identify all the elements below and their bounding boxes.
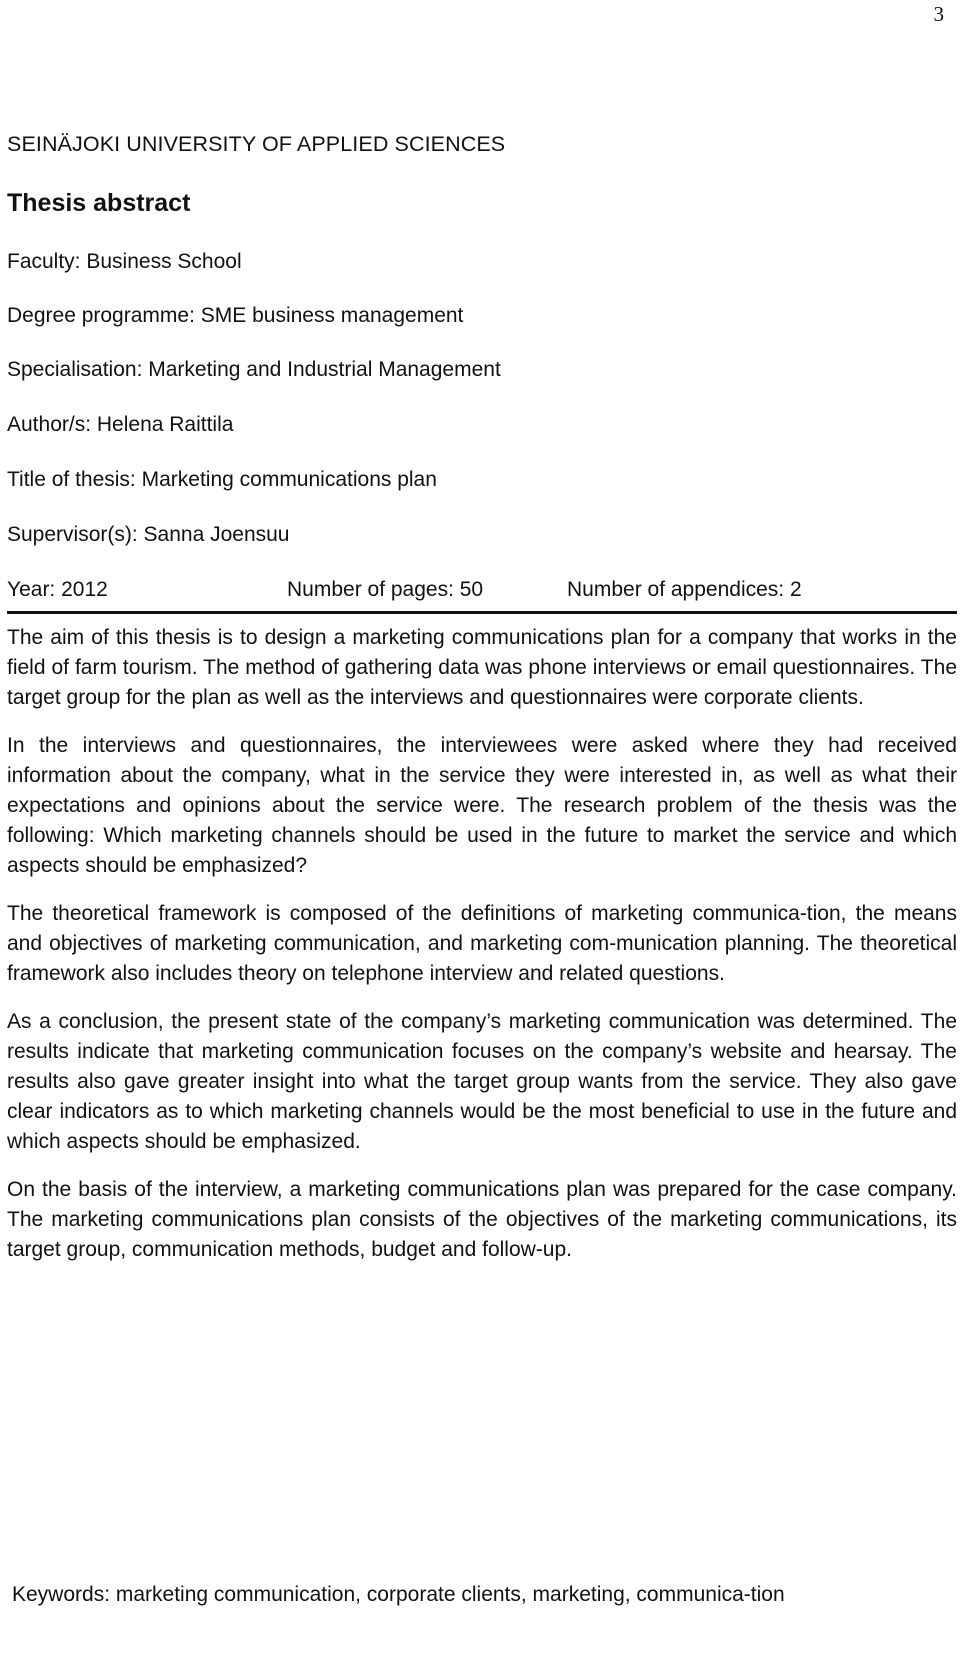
abstract-paragraph: In the interviews and questionnaires, the interviewees were asked where they had received information about the company, what in the service they were interested in, as well as what their expectations and opinions about the service were. The research problem of the thesis was the following: Which marketing channels should be used in the future to market the service and which aspects should be emphasized? bbox=[7, 734, 957, 877]
keywords-line: Keywords: marketing communication, corporate clients, marketing, communica-tion bbox=[12, 1583, 785, 1606]
page-count-field: Number of pages: 50 bbox=[287, 578, 484, 601]
thesis-title-line: Title of thesis: Marketing communications plan bbox=[7, 468, 437, 491]
supervisor-line: Supervisor(s): Sanna Joensuu bbox=[7, 523, 290, 546]
page-number: 3 bbox=[933, 2, 944, 26]
specialisation-line: Specialisation: Marketing and Industrial Management bbox=[7, 358, 501, 381]
year-pages-row bbox=[7, 578, 957, 608]
abstract-paragraph: As a conclusion, the present state of the company’s marketing communication was determined. The results indicate that marketing communication focuses on the company’s website and hearsay. The results also gave greater insight into what the target group wants from the service. They also gave clear indicators as to which marketing channels would be the most beneficial to use in the future and which aspects should be emphasized. bbox=[7, 1010, 957, 1153]
document-title: Thesis abstract bbox=[7, 189, 191, 217]
author-line: Author/s: Helena Raittila bbox=[7, 413, 234, 436]
divider-rule bbox=[7, 611, 957, 614]
appendix-count-field: Number of appendices: 2 bbox=[567, 578, 802, 601]
abstract-paragraph: The theoretical framework is composed of the definitions of marketing communica-tion, the means and objectives of marketing communication, and marketing com-munication planning. The theoretical framework also includes theory on telephone interview and related questions. bbox=[7, 902, 957, 985]
degree-programme-line: Degree programme: SME business management bbox=[7, 304, 464, 327]
faculty-line: Faculty: Business School bbox=[7, 250, 242, 273]
abstract-paragraph: On the basis of the interview, a marketing communications plan was prepared for the case company. The marketing communications plan consists of the objectives of the marketing communications, its target group, communication methods, budget and follow-up. bbox=[7, 1178, 957, 1261]
university-name: SEINÄJOKI UNIVERSITY OF APPLIED SCIENCES bbox=[7, 132, 506, 156]
abstract-paragraph: The aim of this thesis is to design a marketing communications plan for a company that works in the field of farm tourism. The method of gathering data was phone interviews or email questionnaires. The target group for the plan as well as the interviews and questionnaires were corporate clients. bbox=[7, 626, 957, 709]
abstract-body bbox=[7, 623, 957, 1283]
year-field: Year: 2012 bbox=[7, 578, 108, 601]
